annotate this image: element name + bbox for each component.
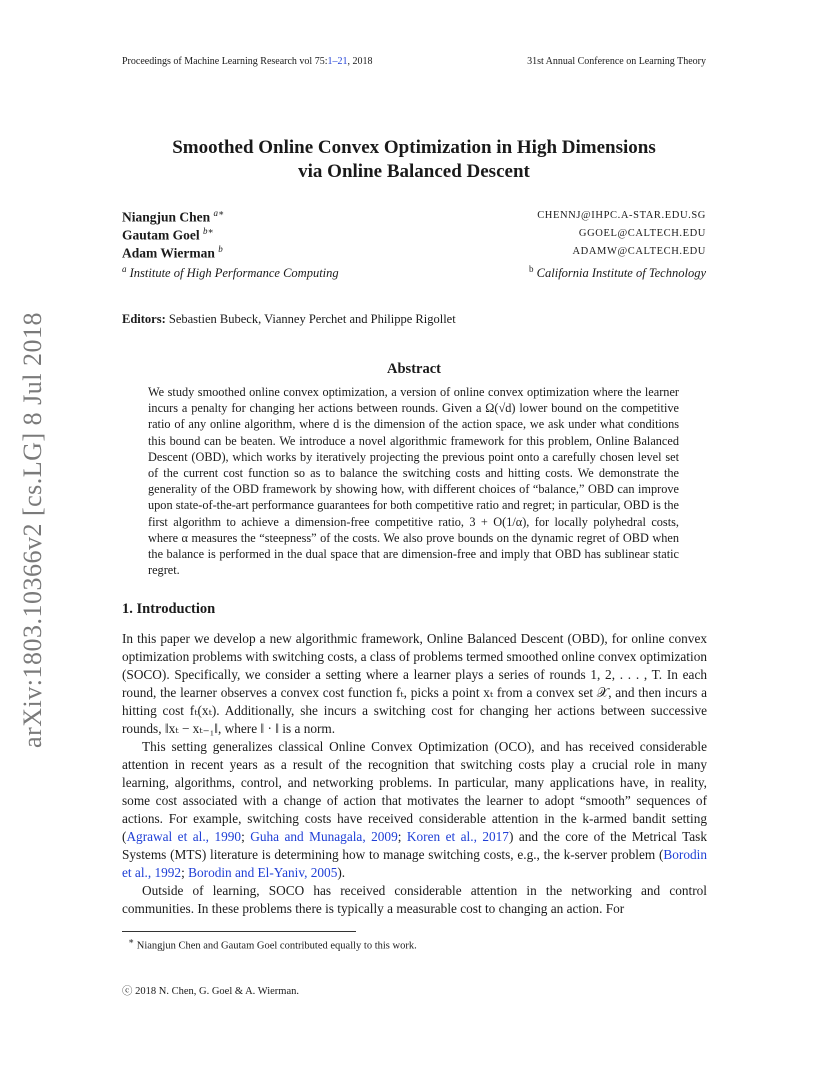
paper-title-line-1: Smoothed Online Convex Optimization in High Dimensions <box>172 137 656 158</box>
author-name: Gautam Goel $^{b∗}$ <box>122 226 214 243</box>
page-range-link[interactable]: 1–21 <box>327 56 348 67</box>
citation-link[interactable]: Guha and Munagala, 2009 <box>250 829 398 844</box>
citation-link[interactable]: Koren et al., 2017 <box>406 829 509 844</box>
paragraph: In this paper we develop a new algorithmic framework, Online Balanced Descent (OBD), for online convex optimization problems with switching costs, a class of problems termed smoothed online convex optimization (SOCO). Specifically, we consider a setting where a learner plays a series of rounds 1, 2, . . . , T. In each round, the learner observes a convex cost function fₜ, picks a point xₜ from a convex set 𝒳, and then incurs a hitting cost fₜ(xₜ). Additionally, she incurs a switching cost for changing her actions between successive rounds, ‖xₜ − xₜ₋₁‖, where ‖ · ‖ is a norm. <box>122 631 707 736</box>
introduction-body <box>122 630 707 918</box>
author-email: ADAMW@CALTECH.EDU <box>572 246 706 257</box>
copyright-line: ⓒ 2018 N. Chen, G. Goel & A. Wierman. <box>122 986 299 997</box>
author-name: Adam Wierman $^b$ <box>122 244 223 261</box>
citation-link[interactable]: Borodin et al., 1992 <box>122 847 707 880</box>
section-heading: 1. Introduction <box>122 601 216 617</box>
abstract-text: We study smoothed online convex optimization, a version of online convex optimization where the learner incurs a penalty for changing her actions between rounds. Given a Ω(√d) lower bound on the competitive ratio of any online algorithm, where d is the dimension of the action space, we ask under what conditions this bound can be beaten. We introduce a novel algorithmic framework for this problem, Online Balanced Descent (OBD), which works by iteratively projecting the previous point onto a carefully chosen level set of the current cost function so as to balance the switching costs and hitting costs. We demonstrate the generality of the OBD framework by showing how, with different choices of “balance,” OBD can improve upon state-of-the-art performance guarantees for both competitive ratio and regret; in particular, OBD is the first algorithm to achieve a dimension-free competitive ratio, 3 + O(1/α), for locally polyhedral costs, where α measures the “steepness” of the costs. We also prove bounds on the dynamic regret of OBD when the balance is performed in the dual space that are dimension-free and imply that OBD has sublinear static regret. <box>148 385 679 578</box>
footnote: ∗ Niangjun Chen and Gautam Goel contributed equally to this work. <box>128 936 417 952</box>
citation-link[interactable]: Borodin and El-Yaniv, 2005 <box>188 865 338 880</box>
abstract-heading: Abstract <box>387 361 441 377</box>
affiliation-a: $^a$ Institute of High Performance Computing <box>122 264 339 281</box>
arxiv-side-stamp: arXiv:1803.10366v2 [cs.LG] 8 Jul 2018 <box>18 312 47 748</box>
paragraph: This setting generalizes classical Online Convex Optimization (OCO), and has received considerable attention in recent years as a result of the recognition that switching costs play a crucial role in many learning, algorithms, control, and networking problems. In particular, many applications have, in reality, some cost associated with a change of action that motivates the learner to adopt “smooth” sequences of actions. For example, switching costs have received considerable attention in the k-armed bandit setting (Agrawal et al., 1990; Guha and Munagala, 2009; Koren et al., 2017) and the core of the Metrical Task Systems (MTS) literature is determining how to manage switching costs, e.g., the k-server problem (Borodin et al., 1992; Borodin and El-Yaniv, 2005). <box>122 739 708 880</box>
editors-line: Editors: Sebastien Bubeck, Vianney Perchet and Philippe Rigollet <box>122 312 456 326</box>
paragraph: Outside of learning, SOCO has received considerable attention in the networking and control communities. In these problems there is typically a measurable cost to changing an action. For <box>122 883 707 916</box>
author-email: CHENNJ@IHPC.A-STAR.EDU.SG <box>537 210 706 221</box>
author-name: Niangjun Chen $^{a∗}$ <box>122 208 225 225</box>
affiliation-b: $^b$ California Institute of Technology <box>529 264 706 281</box>
footnote-rule <box>122 931 356 932</box>
running-header-left: Proceedings of Machine Learning Research vol 75:1–21, 2018 <box>122 56 373 67</box>
paper-title-line-2: via Online Balanced Descent <box>298 161 530 182</box>
citation-link[interactable]: Agrawal et al., 1990 <box>126 829 242 844</box>
author-email: GGOEL@CALTECH.EDU <box>578 228 706 239</box>
running-header-right: 31st Annual Conference on Learning Theory <box>527 56 706 67</box>
